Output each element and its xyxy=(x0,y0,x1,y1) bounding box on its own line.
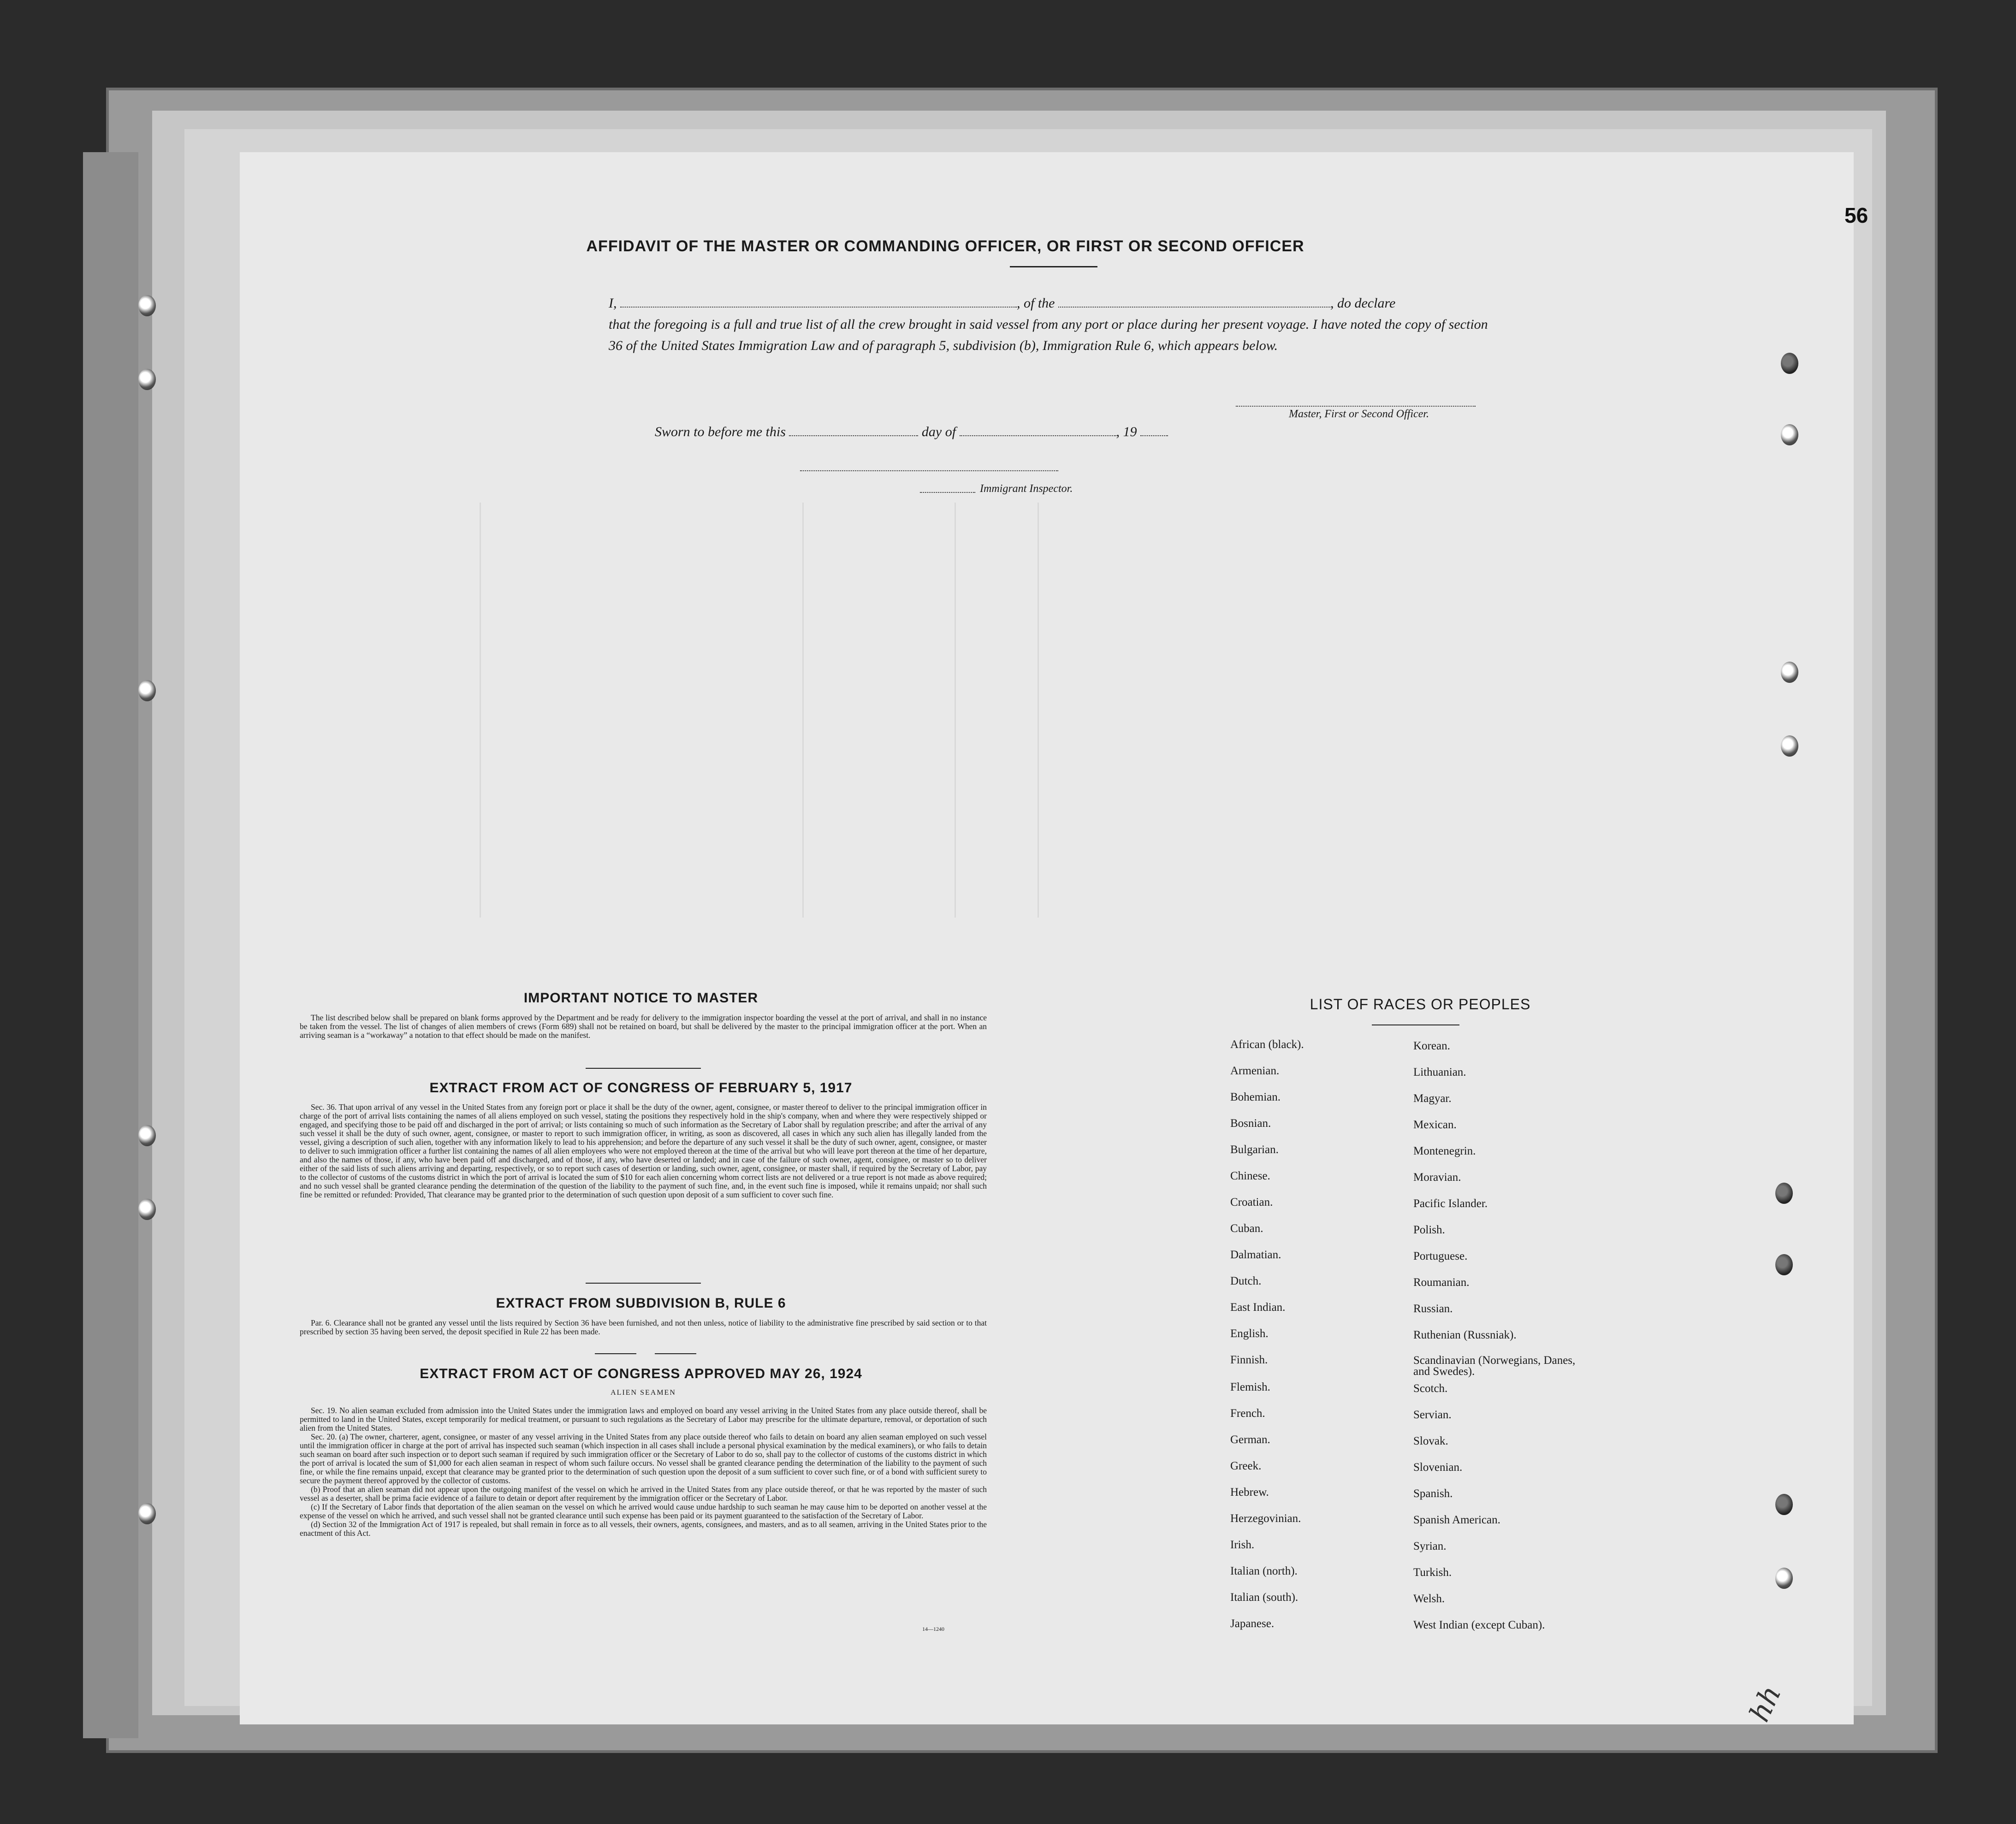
race-item: Bohemian. xyxy=(1230,1091,1281,1103)
extract-1924-sec20b: (b) Proof that an alien seaman did not appear upon the outgoing manifest of the vessel on which he arrived in the United States from any place outside thereof, or that he was reported by the master of such vessel as a deserter, shall be prima facie evidence of a failure to detain or deport after requirement by the immigration officer or the Secretary of Labor. xyxy=(300,1485,987,1503)
race-item: Portuguese. xyxy=(1413,1250,1468,1262)
bleed-through-line xyxy=(480,503,481,918)
section-divider xyxy=(586,1283,701,1284)
race-item: Dalmatian. xyxy=(1230,1249,1281,1261)
race-item: Polish. xyxy=(1413,1224,1445,1236)
bleed-through-line xyxy=(802,503,804,918)
bleed-through-line xyxy=(955,503,956,918)
binder-hole xyxy=(1781,662,1798,683)
binder-hole xyxy=(138,1125,156,1146)
sworn-year-blank xyxy=(1140,435,1168,436)
race-item: English. xyxy=(1230,1327,1269,1340)
race-item: Finnish. xyxy=(1230,1354,1268,1366)
master-signature-line xyxy=(1236,405,1476,407)
title-divider xyxy=(1010,266,1097,267)
master-caption: Master, First or Second Officer. xyxy=(1289,408,1429,420)
race-item: Lithuanian. xyxy=(1413,1066,1466,1078)
race-item: Hebrew. xyxy=(1230,1486,1269,1498)
race-item: African (black). xyxy=(1230,1038,1304,1051)
race-item: Servian. xyxy=(1413,1409,1452,1421)
binder-hole xyxy=(1775,1568,1793,1589)
race-item: Spanish American. xyxy=(1413,1514,1500,1526)
sworn-line xyxy=(655,424,1168,440)
binder-hole xyxy=(1781,353,1798,374)
vessel-blank xyxy=(1058,296,1330,308)
race-item: Herzegovinian. xyxy=(1230,1512,1301,1525)
race-item: French. xyxy=(1230,1407,1265,1420)
race-item: Slovenian. xyxy=(1413,1461,1463,1474)
sworn-month-blank xyxy=(960,435,1116,436)
extract-rule6-paragraph: Par. 6. Clearance shall not be granted any vessel until the lists required by Section 36 have been furnished, and not then unless, notice of liability to the administrative fine prescribed by said section or to that prescribed by section 35 having been served, the deposit specified in Rule 22 has been made. xyxy=(300,1318,987,1336)
race-item: Magyar. xyxy=(1413,1092,1452,1105)
notice-text xyxy=(300,1013,987,1040)
extract-1924-sec20d: (d) Section 32 of the Immigration Act of 1917 is repealed, but shall remain in force as to all vessels, their owners, agents, consignees, and masters, and as to all seamen, arriving in the United States prior to the enactment of this Act. xyxy=(300,1520,987,1538)
race-item: West Indian (except Cuban). xyxy=(1413,1619,1545,1631)
inspector-signature-line xyxy=(800,469,1058,471)
alien-seamen-subtitle: ALIEN SEAMEN xyxy=(611,1389,676,1397)
binder-hole xyxy=(138,1199,156,1220)
section-divider xyxy=(595,1353,636,1354)
sworn-year: , 19 xyxy=(1116,424,1137,439)
race-item: Bosnian. xyxy=(1230,1117,1271,1130)
sworn-prefix: Sworn to before me this xyxy=(655,424,786,439)
race-item: Pacific Islander. xyxy=(1413,1197,1488,1210)
race-item: Greek. xyxy=(1230,1460,1262,1472)
extract-1917-paragraph: Sec. 36. That upon arrival of any vessel in the United States from any foreign port or place it shall be the duty of the owner, agent, consignee, or master thereof to deliver to the principal immigration officer in charge of the port of arrival lists containing the names of all aliens employed on such vessel, stating the positions they respectively hold in the ship's company, when and where they were respectively shipped or engaged, and specifying those to be paid off and discharged in the port of arrival; or lists containing so much of such information as the Secretary of Labor shall by regulation prescribe; and after the arrival of any such vessel it shall be the duty of such owner, agent, consignee, or master to report to such immigration officer, in writing, as soon as discovered, all cases in which any such alien has illegally landed from the vessel, giving a description of such alien, together with any information likely to lead to his apprehension; and before the departure of any such vessel it shall be the duty of such owner, agent, consignee, or master to deliver to such immigration officer a further list containing the names of all alien employees who were not employed thereon at the time of the arrival but who will leave port thereon at the time of her departure, and also the names of those, if any, who have been paid off and discharged, and of those, if any, who have deserted or landed; and in case of the failure of such owner, agent, consignee, or master so to deliver either of the said lists of such aliens arriving and departing, respectively, or so to report such cases of desertion or landing, such owner, agent, consignee, or master shall, if required by the Secretary of Labor, pay to the collector of customs of the customs district in which the port of arrival is located the sum of $10 for each alien concerning whom correct lists are not delivered or a true report is not made as above required; and no such vessel shall be granted clearance pending the determination of the question of the liability to the payment of such fine, and, in the event such fine is imposed, while it remains unpaid; nor shall such fine be remitted or refunded: Provided, That clearance may be granted prior to the determination of such question upon deposit of a sum sufficient to cover such fine. xyxy=(300,1102,987,1199)
race-item: Korean. xyxy=(1413,1040,1450,1052)
affidavit-of-the: , of the xyxy=(1017,296,1055,311)
race-item: Irish. xyxy=(1230,1539,1255,1551)
extract-1924-sec20a: Sec. 20. (a) The owner, charterer, agent, consignee, or master of any vessel arriving in the United States from any place outside thereof who fails to detain on board any alien seaman employed on such vessel until the immigration officer in charge at the port of arrival has inspected such seaman (which inspection in all cases shall include a personal physical examination by the medical examiners), or who fails to detain such seaman on board after such inspection or to deport such seaman if required by such immigration officer or the Secretary of Labor to do so, shall pay to the collector of customs of the customs district in which the port of arrival is located the sum of $1,000 for each alien seaman in respect of whom such failure occurs. No vessel shall be granted clearance pending the determination of the liability to the payment of such fine, or while the fine remains unpaid, except that clearance may be granted prior to the determination of such question upon the deposit of a sum sufficient to cover such fine, or of a bond with sufficient surety to secure the payment thereof approved by the collector of customs. xyxy=(300,1432,987,1485)
section-divider xyxy=(655,1353,696,1354)
binder-hole xyxy=(138,295,156,316)
race-item: Ruthenian (Russniak). xyxy=(1413,1329,1517,1341)
extract-1924-title: EXTRACT FROM ACT OF CONGRESS APPROVED MAY 26, 1924 xyxy=(420,1366,862,1381)
race-item: Cuban. xyxy=(1230,1222,1263,1235)
race-item: Scandinavian (Norwegians, Danes, and Swedes). xyxy=(1413,1354,1576,1378)
race-item: Dutch. xyxy=(1230,1275,1262,1287)
page-number: 56 xyxy=(1844,203,1868,227)
race-item: Russian. xyxy=(1413,1303,1453,1315)
name-blank xyxy=(620,296,1017,308)
inspector-dotted-line xyxy=(920,491,975,493)
race-item: Italian (south). xyxy=(1230,1591,1299,1604)
race-item: Spanish. xyxy=(1413,1487,1453,1500)
race-item: Slovak. xyxy=(1413,1435,1448,1447)
binder-hole xyxy=(138,1503,156,1524)
binder-hole xyxy=(138,680,156,701)
section-divider xyxy=(586,1068,701,1069)
race-item: Roumanian. xyxy=(1413,1276,1470,1289)
binder-hole xyxy=(1775,1183,1793,1204)
affidavit-text xyxy=(609,293,1494,356)
affidavit-do-declare: , do declare xyxy=(1330,296,1396,311)
race-item: Japanese. xyxy=(1230,1617,1275,1630)
extract-rule6-title: EXTRACT FROM SUBDIVISION B, RULE 6 xyxy=(496,1296,786,1311)
binder-hole xyxy=(138,369,156,390)
race-item: Scotch. xyxy=(1413,1382,1448,1395)
race-item: Syrian. xyxy=(1413,1540,1447,1552)
binder-hole xyxy=(1781,424,1798,445)
affidavit-title: AFFIDAVIT OF THE MASTER OR COMMANDING OFFICER, OR FIRST OR SECOND OFFICER xyxy=(586,237,1304,255)
race-item: Italian (north). xyxy=(1230,1565,1298,1577)
inspector-caption: Immigrant Inspector. xyxy=(980,483,1073,495)
race-item: East Indian. xyxy=(1230,1301,1286,1314)
race-item: Moravian. xyxy=(1413,1171,1461,1184)
races-title: LIST OF RACES OR PEOPLES xyxy=(1310,996,1531,1013)
race-item: German. xyxy=(1230,1433,1270,1446)
notice-title: IMPORTANT NOTICE TO MASTER xyxy=(523,990,759,1006)
binder-hole xyxy=(1775,1254,1793,1275)
affidavit-body: that the foregoing is a full and true list of all the crew brought in said vessel from any port or place during her present voyage. I have noted the copy of section 36 of the United States Immigration Law and of paragraph 5, subdivision (b), Immigration Rule 6, which appears below. xyxy=(609,317,1488,353)
sworn-day-blank xyxy=(789,435,918,436)
extract-1917-title: EXTRACT FROM ACT OF CONGRESS OF FEBRUARY 5, 1917 xyxy=(429,1080,853,1096)
form-number: 14—1240 xyxy=(922,1626,944,1632)
race-item: Montenegrin. xyxy=(1413,1145,1476,1157)
sworn-day-of: day of xyxy=(921,424,956,439)
extract-rule6-text xyxy=(300,1319,987,1336)
extract-1924-sec20c: (c) If the Secretary of Labor finds that deportation of the alien seaman on the vessel on which he arrived would cause undue hardship to such seaman he may cause him to be deported on another vessel at the expense of the vessel on which he arrived, and such vessel shall not be granted clearance until such expense has been paid or its payment guaranteed to the satisfaction of the Secretary of Labor. xyxy=(300,1502,987,1520)
binder-hole xyxy=(1781,735,1798,757)
bleed-through-line xyxy=(1038,503,1039,918)
extract-1924-text xyxy=(300,1406,987,1538)
handwritten-mark: hh xyxy=(1743,1681,1788,1727)
race-item: Chinese. xyxy=(1230,1170,1270,1182)
extract-1924-sec19: Sec. 19. No alien seaman excluded from admission into the United States under the immigration laws and employed on board any vessel arriving in the United States from any place outside thereof, shall be permitted to land in the United States, except temporarily for medical treatment, or pursuant to such regulations as the Secretary of Labor may prescribe for the ultimate departure, removal, or deportation of such alien from the United States. xyxy=(300,1406,987,1433)
extract-1917-text xyxy=(300,1103,987,1199)
notice-paragraph: The list described below shall be prepared on blank forms approved by the Department and be ready for delivery to the immigration inspector boarding the vessel at the port of arrival, and shall in no instance be taken from the vessel. The list of changes of alien members of crews (Form 689) shall not be retained on board, but shall be delivered by the master to the principal immigration officer at the port. When an arriving seaman is a “workaway” a notation to that effect should be made on the manifest. xyxy=(300,1013,987,1040)
race-item: Welsh. xyxy=(1413,1593,1445,1605)
race-item: Mexican. xyxy=(1413,1119,1457,1131)
binder-hole xyxy=(1775,1494,1793,1515)
race-item: Flemish. xyxy=(1230,1381,1270,1393)
affidavit-i: I, xyxy=(609,296,617,311)
binder-strip xyxy=(83,152,138,1738)
race-item: Armenian. xyxy=(1230,1065,1280,1077)
race-item: Turkish. xyxy=(1413,1566,1452,1579)
race-item: Bulgarian. xyxy=(1230,1143,1279,1156)
race-item: Croatian. xyxy=(1230,1196,1273,1208)
